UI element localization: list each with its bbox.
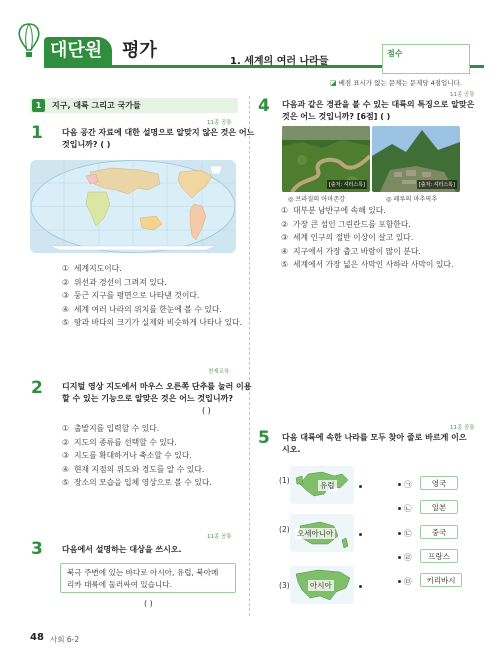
score-label: 점수 — [387, 49, 403, 58]
country5-number: ㉤ — [404, 577, 412, 586]
machu-picchu-photo — [372, 126, 460, 192]
choice[interactable] — [281, 245, 453, 259]
hot-air-balloon-icon — [16, 22, 42, 62]
choice-number: ⑤ — [62, 318, 69, 328]
q3-tag: 11종 공통 — [207, 534, 232, 540]
map1-label: 유럽 — [320, 481, 335, 490]
q4-choices — [281, 204, 453, 272]
country1-number: ㉠ — [404, 480, 412, 489]
section-number: 1 — [32, 99, 45, 112]
choice[interactable] — [62, 422, 212, 436]
oceania-map — [290, 514, 354, 552]
photo1-label: ◎ 브라질의 아마존강 — [288, 196, 346, 203]
amazon-river-photo — [282, 126, 370, 192]
photo1-caption: [출처: 셔터스톡] — [328, 182, 365, 188]
q1-text-line1: 다음 공간 자료에 대한 설명으로 알맞지 않은 것은 어느 — [62, 128, 255, 137]
choice-number: ④ — [62, 464, 69, 474]
country3-box: 중국 — [420, 525, 458, 539]
country3-connector-dot[interactable] — [398, 532, 401, 535]
choice-text: 세계에서 가장 넓은 사막인 사하라 사막이 있다. — [293, 260, 454, 270]
q5-number: 5 — [258, 428, 270, 448]
country3-number: ㉢ — [404, 529, 412, 538]
choice-text: 지도의 종류를 선택할 수 있다. — [74, 437, 177, 447]
choice-text: 가장 큰 섬인 그린란드를 포함한다. — [293, 219, 411, 229]
choice[interactable] — [62, 436, 212, 450]
choice-text: 지구에서 가장 춥고 바람이 많이 분다. — [293, 246, 421, 256]
choice-number: ① — [281, 206, 288, 215]
choice-number: ⑤ — [281, 260, 288, 270]
q3-answer-blank[interactable]: ( ) — [144, 599, 153, 608]
q1-choices — [62, 262, 242, 330]
choice-text: 세계지도이다. — [74, 264, 122, 273]
scoring-note — [330, 78, 462, 87]
page-subject: 사회 6-2 — [50, 635, 80, 644]
choice-text: 현재 지점의 위도와 경도를 알 수 있다. — [74, 464, 205, 474]
world-map-image — [30, 160, 236, 253]
q2-text-line2: 할 수 있는 기능으로 알맞은 것은 어느 것입니까? — [62, 394, 233, 403]
country2-box: 일본 — [420, 500, 458, 514]
choice-number: ④ — [62, 304, 69, 314]
section-bar — [30, 98, 238, 113]
country1-connector-dot[interactable] — [398, 483, 401, 486]
map2-connector-dot[interactable] — [359, 533, 362, 536]
choice-text: 지도를 확대하거나 축소할 수 있다. — [74, 451, 192, 461]
choice-number: ① — [62, 264, 69, 273]
choice-text: 위선과 경선이 그려져 있다. — [74, 277, 167, 287]
note-icon: ◪ — [330, 79, 337, 87]
choice[interactable] — [62, 449, 212, 463]
choice[interactable] — [281, 258, 453, 272]
q1-text-line2: 것입니까? ( ) — [62, 140, 111, 149]
scoring-note-text: 배점 표시가 없는 문제는 문제당 4점입니다. — [338, 79, 462, 87]
q3-text: 다음에서 설명하는 대상을 쓰시오. — [62, 545, 182, 554]
map1-number: (1) — [279, 476, 290, 485]
choice-number: ② — [281, 219, 288, 229]
choice-text: 둥근 지구를 평면으로 나타낸 것이다. — [74, 291, 200, 301]
choice[interactable] — [62, 276, 242, 290]
q4-tag: 11종 공통 — [450, 92, 475, 98]
choice[interactable] — [281, 204, 453, 218]
map3-number: (3) — [279, 581, 290, 590]
asia-map — [290, 566, 354, 604]
choice-text: 세계 여러 나라의 위치를 한눈에 볼 수 있다. — [74, 304, 222, 314]
q1-number: 1 — [31, 123, 43, 143]
choice-text: 장소의 모습을 입체 영상으로 볼 수 있다. — [74, 478, 212, 488]
choice[interactable] — [62, 303, 242, 317]
section-title: 지구, 대륙 그리고 국가들 — [52, 101, 141, 110]
choice-number: ④ — [281, 246, 288, 256]
photo2-label: ◎ 페루의 마추픽추 — [386, 196, 438, 203]
choice[interactable] — [62, 262, 242, 276]
q3-number: 3 — [31, 539, 43, 559]
choice[interactable] — [62, 476, 212, 490]
choice-number: ⑤ — [62, 478, 69, 488]
score-box[interactable] — [382, 44, 470, 74]
map3-label: 아시아 — [310, 581, 332, 590]
map2-number: (2) — [279, 525, 290, 534]
country4-box: 프랑스 — [420, 549, 458, 563]
map1-connector-dot[interactable] — [359, 485, 362, 488]
q3-box-line2: 리카 대륙에 둘러싸여 있습니다. — [67, 580, 173, 589]
q2-text-line1: 디지털 영상 지도에서 마우스 오른쪽 단추를 눌러 이용 — [62, 382, 252, 391]
q4-text-line2: 것은 어느 것입니까? [6점] ( ) — [282, 112, 391, 121]
choice-number: ③ — [62, 291, 69, 301]
choice-number: ③ — [62, 451, 69, 461]
q1-tag: 11종 공통 — [207, 120, 232, 126]
country4-connector-dot[interactable] — [398, 556, 401, 559]
choice-number: ③ — [281, 233, 288, 243]
choice-number: ② — [62, 277, 69, 287]
country5-connector-dot[interactable] — [398, 580, 401, 583]
choice-number: ② — [62, 437, 69, 447]
choice-number: ① — [62, 424, 69, 433]
choice-text: 출발지를 입력할 수 있다. — [74, 424, 160, 433]
europe-map — [290, 466, 354, 504]
q2-number: 2 — [31, 378, 43, 398]
eval-label: 평가 — [122, 40, 157, 61]
country1-box: 영국 — [420, 476, 458, 490]
q5-text-line2: 시오. — [282, 445, 301, 454]
country5-box: 키리바시 — [420, 573, 462, 587]
choice[interactable] — [281, 231, 453, 245]
q4-text-line1: 다음과 같은 경관을 볼 수 있는 대륙의 특징으로 알맞은 — [282, 100, 475, 109]
map3-connector-dot[interactable] — [359, 585, 362, 588]
country2-connector-dot[interactable] — [398, 507, 401, 510]
country4-number: ㉣ — [404, 553, 412, 562]
q2-answer-paren[interactable]: ( ) — [202, 406, 211, 415]
choice[interactable] — [62, 289, 242, 303]
page-number: 48 — [30, 632, 44, 643]
q3-description-box — [60, 563, 236, 593]
choice[interactable] — [62, 463, 212, 477]
photo2-caption: [출처: 셔터스톡] — [418, 182, 455, 188]
q5-text-line1: 다음 대륙에 속한 나라를 모두 찾아 줄로 바르게 이으 — [282, 433, 467, 442]
q2-tag: 천재교육 — [208, 369, 230, 375]
choice[interactable] — [281, 218, 453, 232]
q2-choices — [62, 422, 212, 490]
q3-box-line1: 북극 주변에 있는 바다로 아시아, 유럽, 북아메 — [67, 568, 219, 577]
country2-number: ㉡ — [404, 504, 412, 513]
unit-label: 대단원 — [44, 37, 112, 65]
q4-number: 4 — [258, 96, 270, 116]
q5-tag: 11종 공통 — [450, 425, 475, 431]
chapter-title: 1. 세계의 여러 나라들 — [230, 56, 329, 67]
map2-label: 오세아니아 — [297, 529, 334, 538]
choice-text: 대부분 남반구에 속해 있다. — [293, 206, 386, 215]
column-divider — [249, 96, 250, 616]
choice-text: 땅과 바다의 크기가 실제와 비슷하게 나타나 있다. — [74, 318, 242, 328]
choice[interactable] — [62, 316, 242, 330]
choice-text: 세계 인구의 절반 이상이 살고 있다. — [293, 233, 414, 243]
